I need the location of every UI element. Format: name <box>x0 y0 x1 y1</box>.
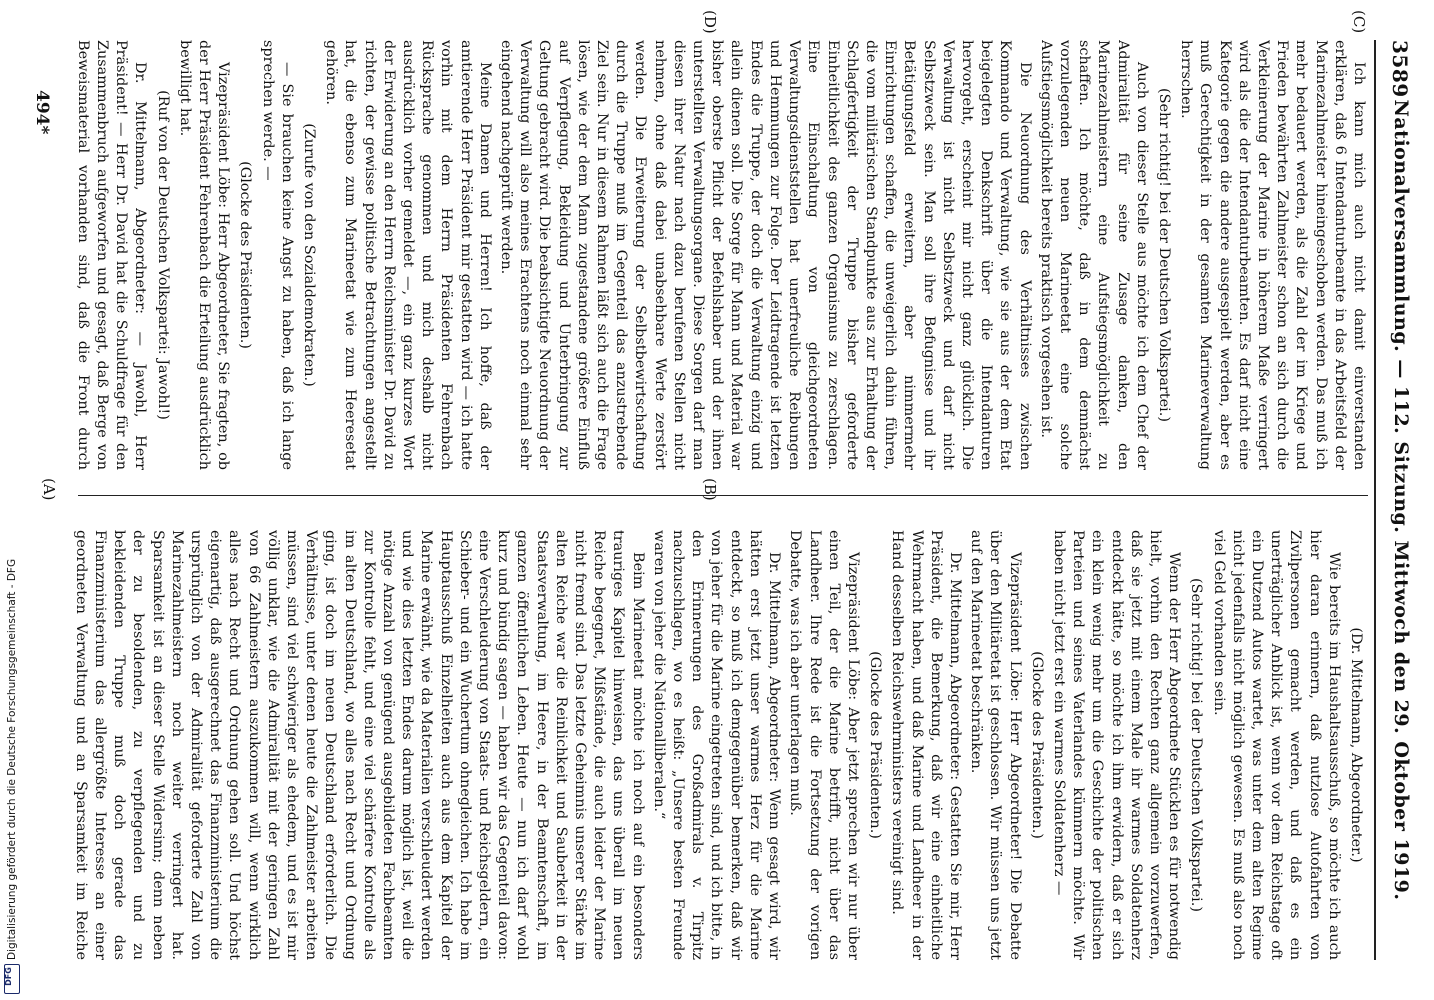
page-number: 3589 <box>1388 40 1412 98</box>
paragraph: Beim Marineetat möchte ich noch auf ein besonders trauriges Kapitel hinweisen, das uns überall im neuen Reiche begegnet, Mißstände, die auch leider der Marine nicht fremd sind. Das letzte Geheimnis unserer Stärke im alten Reiche war die Reinlichkeit und Sauberkeit in der Staatsverwaltung, im Heere, in der Beamtenschaft, im ganzen öffentlichen Leben. Heute — nun ich darf wohl kurz und bündig sagen — haben wir das Gegenteil davon: eine Verschleuderung von Staats- und Reichsgeldern, ein Schieber- und ein Wuchertum ohnegleichen. Ich habe im Hauptausschuß Einzelheiten auch aus dem Kapitel der Marine erwähnt, wie da Materialien verschleudert werden und wie dies letzten Endes darum möglich ist, weil die nötige Anzahl von genügend ausgebildeten Fachbeamten zur Kontrolle fehlt, und eine viel schärfere Kontrolle als im alten Deutschland, wo alles nach Recht und Ordnung ging, ist doch im neuen Deutschland erforderlich. Die Verhältnisse, unter denen heute die Zahlmeister arbeiten müssen, sind viel schwieriger als ehedem, und es ist mir völlig unklar, wie die Admiralität mit der geringen Zahl von 66 Zahlmeistern auszukommen will, wenn wirklich alles nach Recht und Ordnung gehen soll. Und höchst eigenartig, daß ausgerechnet das Finanzministerium die ursprünglich von der Admiralität geforderte Zahl von Marinezahlmeistern noch weiter verringert hat. Sparsamkeit ist an dieser Stelle Widersinn; denn neben der zu besoldenden, zu verpflegenden und zu bekleidenden Truppe muß doch gerade das Finanzministerium das allergrößte Interesse an einer geordneten Verwaltung und an Sparsamkeit im Reiche <box>73 530 646 960</box>
header-rule <box>1374 40 1376 960</box>
margin-mark-a: (A) <box>40 478 58 501</box>
paragraph: Dr. Mittelmann, Abgeordneter: — Jawohl, Herr Präsident! — Herr Dr. David hat die Schuldfrage für den Zusammenbruch aufgeworfen und gesagt, daß Berge von Beweismaterial vorhanden sind, daß die Front durch <box>74 40 149 470</box>
paragraph: Dr. Mittelmann, Abgeordneter: Gestatten Sie mir, Herr Präsident, die Bemerkung, daß wir eine einheitliche Wehrmacht haben, und daß Marine und Landheer in der Hand desselben Reichswehrministers vereinigt sind. <box>889 530 963 960</box>
paragraph: Auch von dieser Stelle aus möchte ich dem Chef der Admiralität für seine Zusage danken, den Marinezahlmeistern eine Aufstiegsmöglichkeit zu schaffen. Ich möchte, daß in dem demnächst vorzulegenden neuen Marineetat eine solche Aufstiegsmöglichkeit bereits praktisch vorgesehen ist. <box>1037 40 1150 470</box>
margin-mark-b: (B) <box>701 478 719 501</box>
interjection: (Glocke des Präsidenten.) <box>237 161 254 349</box>
interjection: (Glocke des Präsidenten.) <box>867 651 884 839</box>
speaker-continuation: (Dr. Mittelmann, Abgeordneter.) <box>1348 627 1364 863</box>
interjection: (Glocke des Präsidenten.) <box>1028 651 1045 839</box>
paragraph: Wenn der Herr Abgeordnete Stücklen es für notwendig hielt, vorhin den Rechten ganz allgemein vorzuwerfen, daß sie jetzt mit einem Male ihr warmes Soldatenherz entdeckt hätte, so möchte ich ihm erwidern, daß er sich ein klein wenig mehr um die Geschichte der politischen Parteien und seines Vaterlandes kümmern möchte. Wir haben nicht jetzt erst ein warmes Soldatenherz — <box>1050 530 1183 960</box>
paragraph: Vizepräsident Löbe: Aber jetzt sprechen wir nur über einen Teil, der die Marine betrifft, nicht über das Landheer. Ihre Rede ist die Fortsetzung der vorigen Debatte, was ich aber unterlagen muß. <box>787 530 861 960</box>
interjection: (Sehr richtig! bei der Deutschen Volkspartei.) <box>1188 578 1205 912</box>
interjection: (Zurufe von den Sozialdemokraten.) <box>301 123 318 387</box>
paragraph: Meine Damen und Herren! Ich hoffe, daß der amtierende Herr Präsident mir gestatten wird — ich hatte vorhin mit dem Herrn Präsidenten Fehrenbach Rücksprache genommen und mich deshalb nicht ausdrücklich vorher gemeldet —, ein ganz kurzes Wort der Erwiderung an den Herrn Reichsminister Dr. David zu richten, der gewisse politische Betrachtungen angestellt hat, die ebenso zum Marineetat wie zum Heeresetat gehören. <box>323 40 493 470</box>
column-second <box>73 530 1368 960</box>
paragraph: — Sie brauchen keine Angst zu haben, daß ich lange sprechen werde. — <box>259 40 295 470</box>
funding-note: Digitalisierung gefördert durch die Deutsche Forschungsgemeinschaft - DFG <box>6 558 18 960</box>
paragraph: Die Neuordnung des Verhältnisses zwischen Kommando und Verwaltung, wie sie aus der dem Etat beigelegten Denkschrift über die Intendanturen hervorgeht, erscheint mir nicht ganz glücklich. Die Verwaltung ist nicht Selbstzweck und darf nicht Selbstzweck sein. Man soll ihre Befugnisse und ihr Betätigungsfeld erweitern, aber nimmermehr Einrichtungen schaffen, die unweigerlich dahin führen, die vom militärischen Standpunkte aus zur Erhaltung der Schlagfertigkeit der Truppe bisher geforderte Einheitlichkeit des ganzen Organismus zu zerschlagen. Eine Einschaltung von gleichgeordneten Verwaltungsdienststellen hat unerfreuliche Reibungen und Hemmungen zur Folge. Der Leidtragende ist letzten Endes die Truppe, der doch die Verwaltung einzig und allein dienen soll. Die Sorge für Mann und Material war bisher oberste Pflicht der Befehlshaber und der ihnen unterstellten Verwaltungsorgane. Diese Sorgen darf man diesen ihrer Natur nach dazu berufenen Stellen nicht nehmen, ohne daß dabei unabsehbare Werte zerstört werden. Die Erweiterung der Selbstbewirtschaftung durch die Truppe muß im Gegenteil das anzustrebende Ziel sein. Nur in diesem Rahmen läßt sich auch die Frage lösen, wie der dem Mann zugestandene größere Einfluß auf Verpflegung, Bekleidung und Unterbringung zur Geltung gebracht wird. Die beabsichtigte Neuordnung der Verwaltung will also meines Erachtens noch einmal sehr eingehend nachgeprüft werden. <box>498 40 1033 470</box>
paragraph: Vizepräsident Löbe: Herr Abgeordneter, Sie fragten, ob der Herr Präsident Fehrenbach die Erteilung ausdrücklich bewilligt hat. <box>176 40 232 470</box>
paragraph: Dr. Mittelmann, Abgeordneter: Wenn gesagt wird, wir hätten erst jetzt unser warmes Herz für die Marine entdeckt, so muß ich demgegenüber bemerken, daß wir von jeher für die Marine eingetreten sind, und ich bitte, in den Erinnerungen des Großadmirals v. Tirpitz nachzuschlagen, wo es heißt: „Unsere besten Freunde waren von jeher die Nationalliberalen.“ <box>650 530 783 960</box>
dfg-logo: DFG <box>4 964 20 994</box>
column-first <box>73 40 1368 470</box>
margin-mark-c: (C) <box>1350 10 1368 34</box>
column-divider <box>78 495 1368 496</box>
paragraph: Vizepräsident Löbe: Herr Abgeordneter! Die Debatte über den Militäretat ist geschlossen. Wir müssen uns jetzt auf den Marineetat beschränken. <box>968 530 1023 960</box>
printer-signature: 494* <box>32 90 52 135</box>
page-header <box>1382 40 1412 960</box>
margin-mark-d: (D) <box>701 10 719 34</box>
interjection: (Sehr richtig! bei der Deutschen Volkspartei.) <box>1155 88 1172 422</box>
digitization-sidebar <box>0 0 24 1000</box>
page-title: Nationalversammlung. — 112. Sitzung. Mittwoch den 29. Oktober 1919. <box>1390 99 1412 901</box>
interjection: (Ruf von der Deutschen Volkspartei: Jawohl!) <box>154 90 171 420</box>
paragraph: Wie bereits im Haushaltsausschuß, so möchte ich auch hier daran erinnern, daß nutzlose Autofahrten von Zivilpersonen gemacht werden, und daß es ein unerträglicher Anblick ist, wenn vor dem Reichstage oft ein Dutzend Autos wartet, was unter dem alten Regime nicht jedenfalls nicht möglich gewesen. Es muß also noch viel Geld vorhanden sein. <box>1210 530 1342 960</box>
paragraph: Ich kann mich auch nicht damit einverstanden erklären, daß 6 Intendanturbeamte in das Arbeitsfeld der Marinezahlmeister hineingeschoben werden. Das muß ich mehr bedauert werden, als die Zahl der im Kriege und Frieden bewährten Zahlmeister schon an sich durch die Verkleinerung der Marine in höherem Maße verringert wird als die der Intendanturbeamten. Es darf nicht eine Kategorie gegen die andere ausgespielt werden, aber es muß Gerechtigkeit in der gesamten Marineverwaltung herrschen. <box>1178 40 1367 470</box>
